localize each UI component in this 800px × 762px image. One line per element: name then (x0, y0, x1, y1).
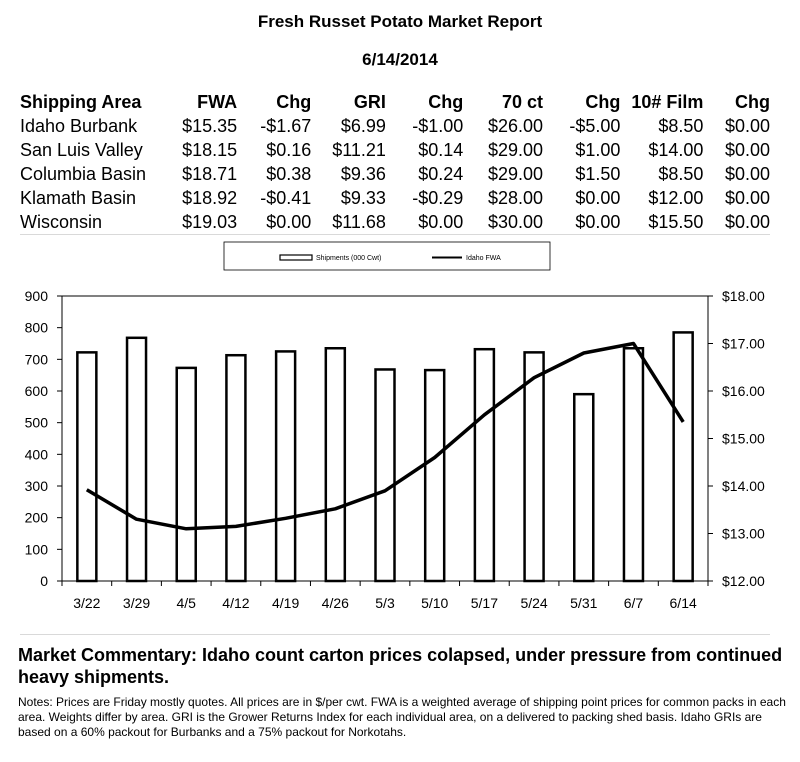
shipment-bar (326, 348, 345, 581)
table-cell: $12.00 (648, 187, 704, 208)
table-cell: $19.03 (182, 211, 238, 232)
table-header-row (18, 90, 776, 114)
table-cell: $9.36 (340, 163, 386, 184)
y-right-tick-label: $13.00 (722, 525, 765, 542)
x-tick-label: 6/7 (623, 595, 644, 611)
x-tick-label: 3/22 (73, 595, 101, 611)
table-cell: -$1.67 (260, 115, 312, 136)
column-header: Chg (585, 91, 621, 112)
table-cell: $14.00 (648, 139, 704, 160)
shipping-area-name: Idaho Burbank (20, 115, 138, 136)
column-header: Chg (428, 91, 464, 112)
table-cell: -$5.00 (569, 115, 621, 136)
x-tick-label: 5/3 (375, 595, 395, 611)
y-left-tick-label: 900 (24, 288, 48, 304)
y-left-tick-label: 300 (24, 478, 48, 494)
legend-label-shipments: Shipments (000 Cwt) (316, 255, 382, 262)
x-tick-label: 3/29 (122, 595, 151, 611)
y-right-tick-label: $12.00 (722, 573, 765, 589)
report-notes: Notes: Prices are Friday mostly quotes. All prices are in $/per cwt. FWA is a weighted average of shipping point prices for common packs in each area. Weights differ by area. GRI is the Grower Returns Index for each individual area, on a delivered to packing shed basis. Idaho GRIs are based on a 60% packout for Burbanks and a 75% packout for Norkotahs. (18, 695, 786, 739)
y-right-tick-label: $14.00 (722, 478, 765, 494)
table-cell: $11.21 (332, 139, 386, 160)
shipment-bar (127, 338, 146, 581)
shipment-bar (276, 351, 295, 581)
shipment-bar (674, 332, 693, 581)
table-cell: $0.00 (724, 187, 770, 208)
market-price-table (18, 90, 776, 234)
shipments-fwa-chart (0, 240, 800, 620)
y-right-tick-label: $15.00 (722, 430, 765, 447)
x-tick-label: 5/10 (421, 595, 449, 611)
table-row (18, 210, 776, 234)
table-cell: -$0.41 (260, 187, 312, 208)
x-tick-label: 4/19 (271, 595, 300, 611)
table-cell: $15.35 (182, 115, 238, 136)
table-cell: $0.00 (418, 211, 464, 232)
legend-bar-swatch (280, 255, 312, 260)
table-cell: $0.00 (724, 115, 770, 136)
shipment-bar (475, 349, 494, 581)
x-tick-label: 4/5 (176, 595, 196, 611)
table-row (18, 138, 776, 162)
shipment-bar (525, 352, 544, 581)
x-tick-label: 5/24 (520, 595, 548, 611)
table-cell: $0.16 (266, 139, 312, 160)
y-left-tick-label: 700 (24, 351, 48, 368)
table-cell: $9.33 (340, 187, 386, 208)
table-cell: $0.24 (418, 163, 464, 184)
table-cell: $0.14 (418, 139, 464, 160)
table-cell: $11.68 (332, 211, 386, 232)
y-right-tick-label: $16.00 (722, 383, 765, 399)
table-cell: $0.00 (724, 139, 770, 160)
table-cell: $26.00 (487, 115, 544, 136)
report-date: 6/14/2014 (362, 50, 438, 69)
shipment-bar (376, 369, 395, 581)
table-cell: $0.00 (266, 211, 312, 232)
column-header: Chg (735, 91, 770, 112)
column-header: Shipping Area (20, 91, 142, 112)
shipment-bar (624, 348, 643, 581)
table-cell: $29.00 (487, 139, 544, 160)
table-cell: $8.50 (658, 163, 704, 184)
report-title: Fresh Russet Potato Market Report (257, 12, 543, 31)
column-header: 70 ct (502, 91, 544, 112)
table-cell: $0.38 (266, 163, 312, 184)
shipping-area-name: San Luis Valley (20, 139, 143, 160)
y-right-tick-label: $18.00 (722, 288, 765, 304)
shipping-area-name: Wisconsin (20, 211, 103, 232)
shipment-bar (425, 370, 444, 581)
table-cell: $29.00 (487, 163, 544, 184)
x-tick-label: 4/12 (222, 595, 250, 611)
y-left-tick-label: 100 (24, 541, 48, 558)
divider (20, 634, 770, 635)
column-header: Chg (276, 91, 312, 112)
y-left-tick-label: 800 (24, 319, 48, 336)
x-tick-label: 4/26 (321, 595, 349, 611)
column-header: GRI (353, 91, 386, 112)
table-row (18, 186, 776, 210)
y-left-tick-label: 500 (24, 414, 48, 431)
table-cell: $15.50 (648, 211, 704, 232)
divider (20, 234, 770, 235)
table-cell: $6.99 (340, 115, 386, 136)
table-cell: $1.00 (575, 139, 621, 160)
table-cell: -$0.29 (412, 187, 464, 208)
legend-box (224, 242, 550, 270)
table-cell: $18.92 (182, 187, 238, 208)
shipment-bar (574, 394, 593, 581)
market-commentary: Market Commentary: Idaho count carton prices colapsed, under pressure from continued heavy shipments. (18, 645, 783, 687)
y-left-tick-label: 0 (40, 573, 48, 589)
shipment-bar (226, 355, 245, 581)
shipping-area-name: Klamath Basin (20, 187, 137, 208)
table-row (18, 114, 776, 138)
column-header: FWA (197, 91, 238, 112)
table-cell: $0.00 (724, 211, 770, 232)
table-cell: $0.00 (724, 163, 770, 184)
table-row (18, 162, 776, 186)
x-tick-label: 5/31 (570, 595, 598, 611)
table-cell: $30.00 (487, 211, 544, 232)
table-cell: $0.00 (575, 187, 621, 208)
table-cell: $18.71 (182, 163, 238, 184)
table-cell: $1.50 (575, 163, 621, 184)
table-cell: -$1.00 (412, 115, 464, 136)
y-left-tick-label: 600 (24, 383, 48, 399)
shipping-area-name: Columbia Basin (20, 163, 147, 184)
table-cell: $8.50 (658, 115, 704, 136)
shipment-bar (177, 368, 196, 581)
x-tick-label: 6/14 (669, 595, 697, 611)
legend-label-idaho-fwa: Idaho FWA (466, 255, 501, 262)
x-tick-label: 5/17 (470, 595, 499, 611)
shipment-bar (77, 352, 96, 581)
table-cell: $28.00 (487, 187, 544, 208)
table-cell: $0.00 (575, 211, 621, 232)
y-right-tick-label: $17.00 (722, 335, 765, 352)
y-left-tick-label: 400 (24, 446, 48, 463)
y-left-tick-label: 200 (24, 509, 48, 526)
table-cell: $18.15 (182, 139, 238, 160)
column-header: 10# Film (631, 91, 704, 112)
